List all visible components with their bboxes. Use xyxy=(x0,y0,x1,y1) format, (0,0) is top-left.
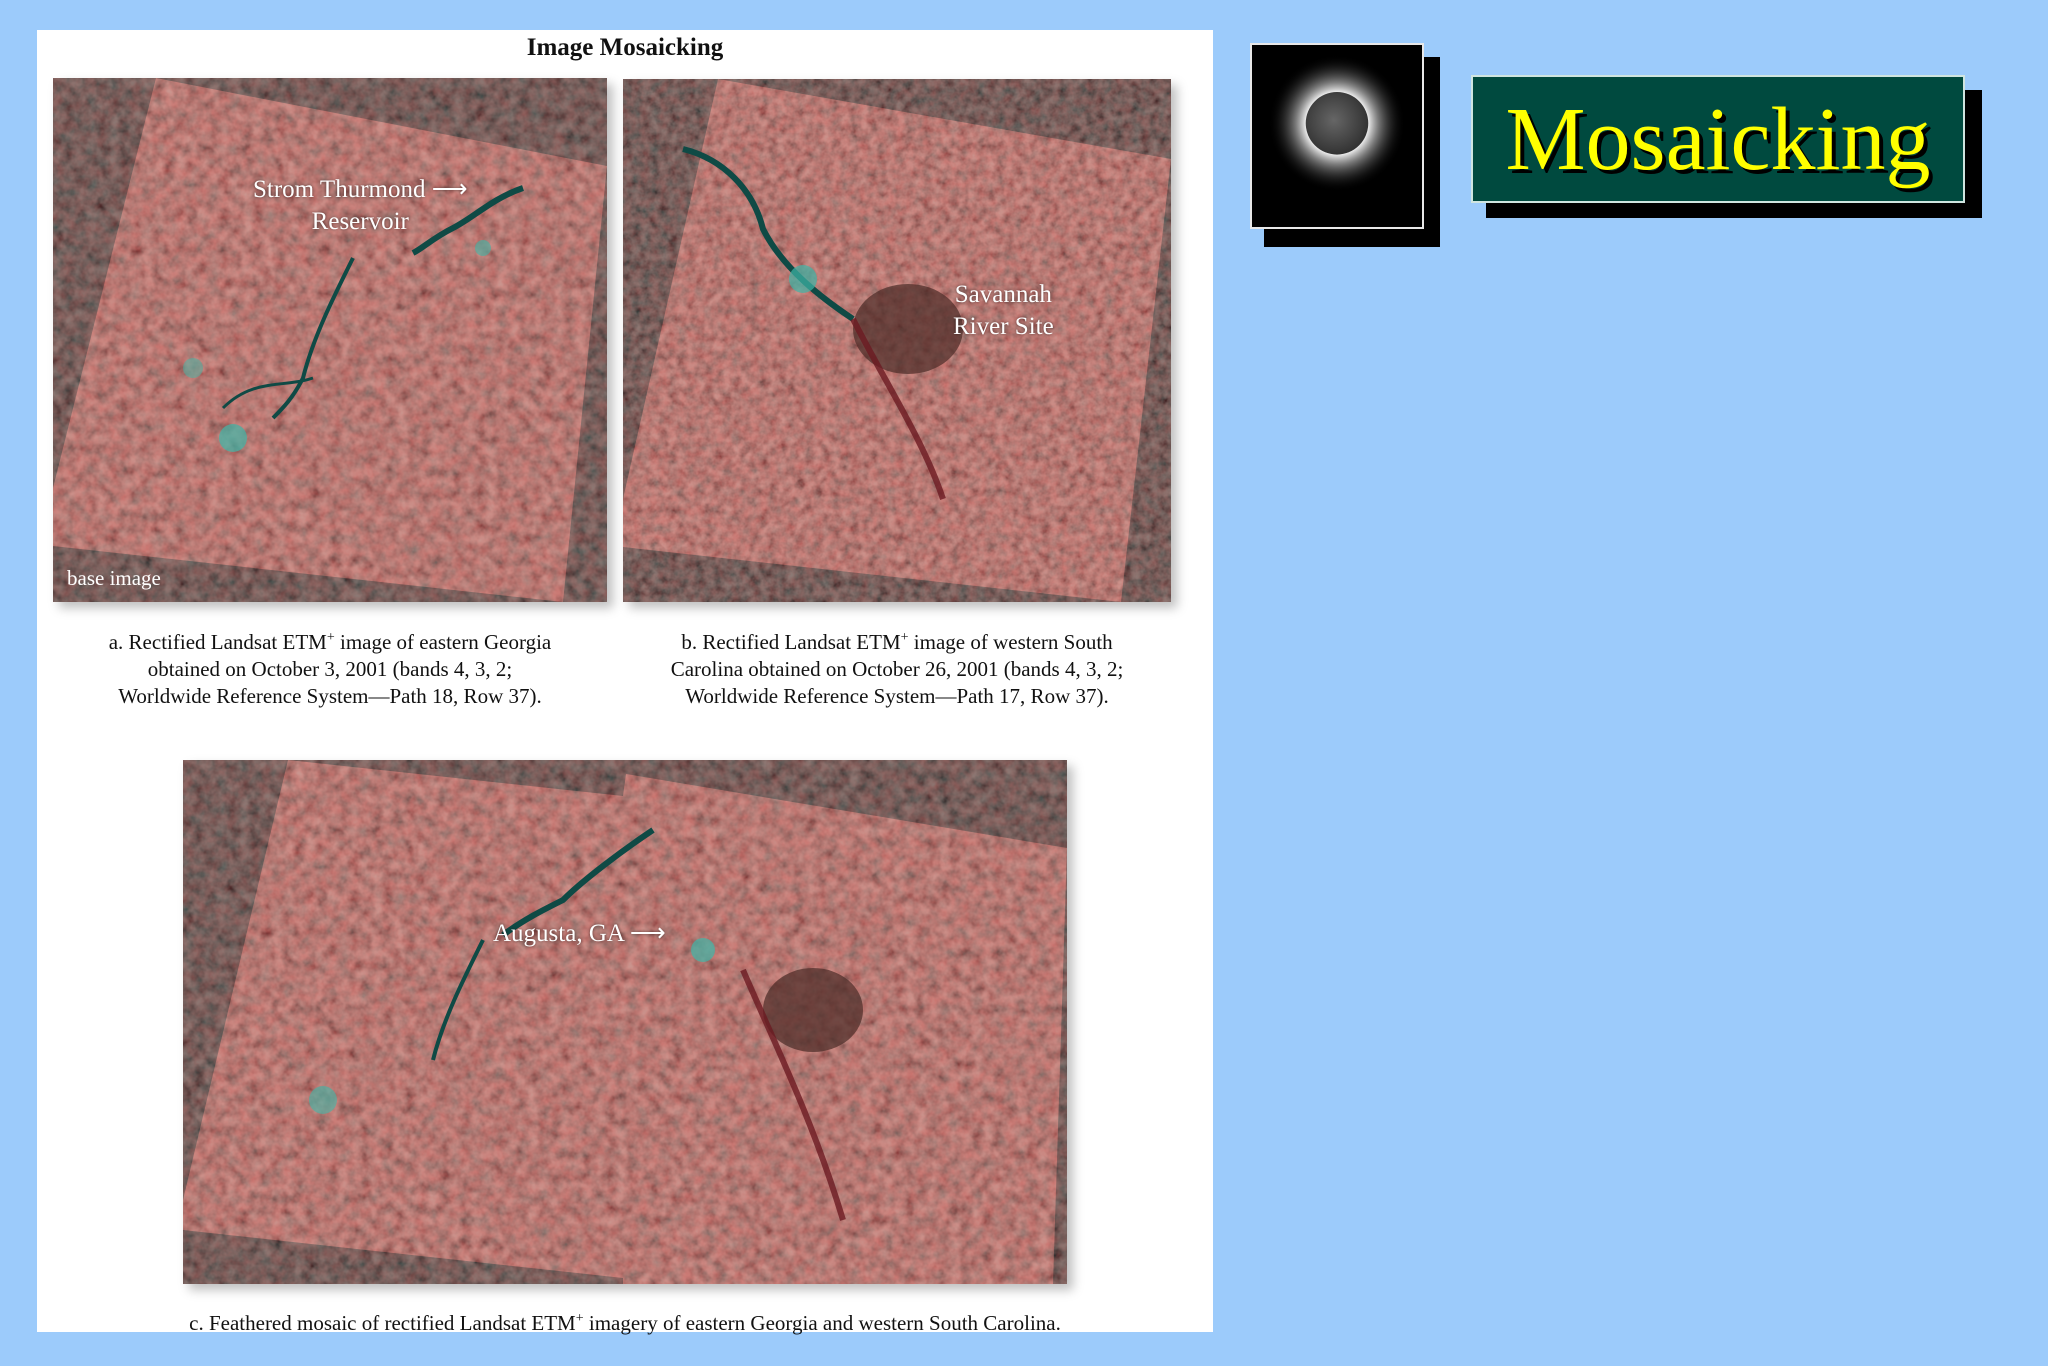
figure-title: Image Mosaicking xyxy=(526,34,724,61)
base-image-label: base image xyxy=(67,566,161,590)
slide-title: Mosaicking xyxy=(1505,89,1931,189)
mosaic-image-c xyxy=(183,760,1067,1284)
slide-title-box xyxy=(1471,75,1965,203)
savannah-river-site-label: Savannah River Site xyxy=(953,281,1054,340)
caption-a: a. Rectified Landsat ETM+ image of eastern Georgia obtained on October 3, 2001 (bands 4, 3, 2; Worldwide Reference System—Path 18, Row 37). xyxy=(108,630,552,708)
caption-c: c. Feathered mosaic of rectified Landsat ETM+ imagery of eastern Georgia and western South Carolina. xyxy=(189,1311,1061,1335)
figure-panel xyxy=(37,30,1213,1335)
caption-b: b. Rectified Landsat ETM+ image of western South Carolina obtained on October 26, 2001 (bands 4, 3, 2; Worldwide Reference System—Path 17, Row 37). xyxy=(670,630,1124,708)
strom-thurmond-label: Strom Thurmond ⟶ Reservoir xyxy=(253,176,468,235)
augusta-label: Augusta, GA ⟶ xyxy=(493,920,666,947)
solar-eclipse-icon xyxy=(1250,43,1424,229)
landsat-image-b xyxy=(623,79,1171,602)
landsat-image-a xyxy=(53,78,607,602)
